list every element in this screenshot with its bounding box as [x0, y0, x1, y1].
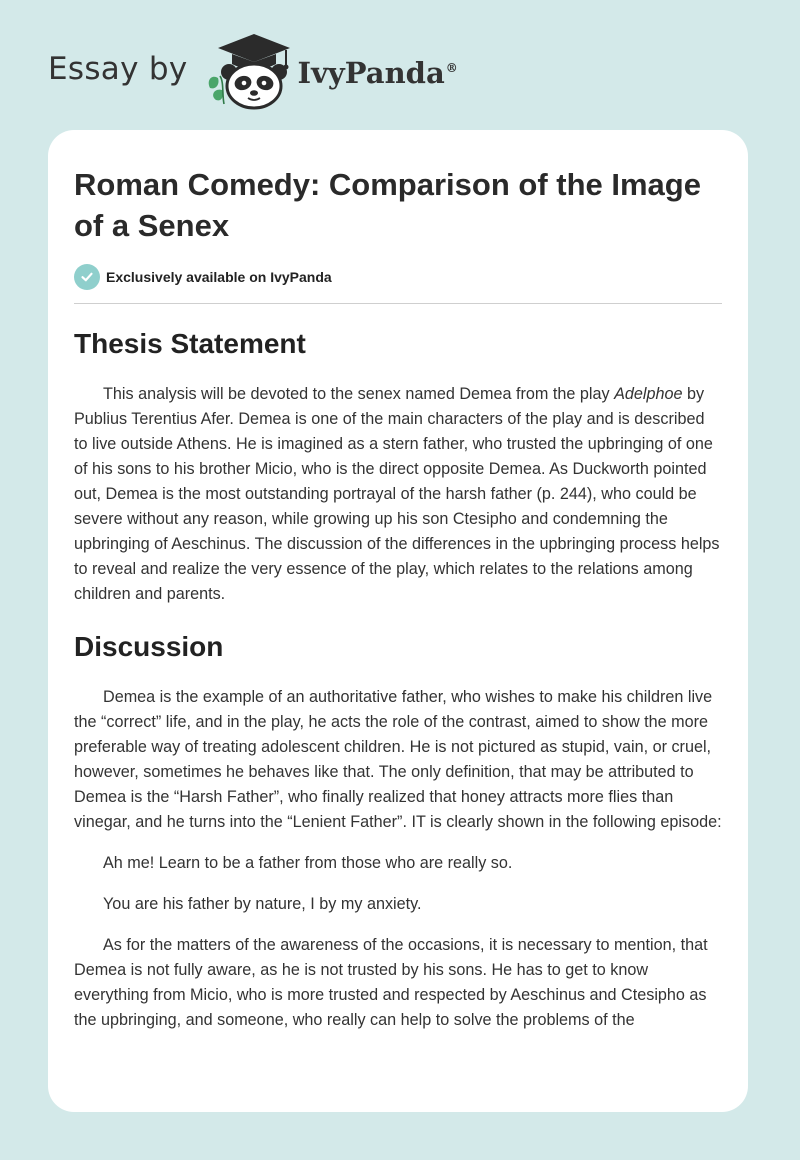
section-thesis-statement — [74, 326, 722, 607]
section-discussion — [74, 629, 722, 1033]
exclusive-badge — [74, 264, 722, 290]
brand-name[interactable] — [298, 56, 458, 90]
paragraph — [74, 382, 722, 607]
registered-mark: ® — [445, 61, 458, 76]
essay-title: Roman Comedy: Comparison of the Image of a Senex — [74, 167, 701, 243]
paragraph: Demea is the example of an authoritative father, who wishes to make his children live the “correct” life, and in the play, he acts the role of the contrast, aimed to show the more preferable way of treating adolescent children. He is not pictured as stupid, vain, or cruel, however, sometimes he behaves like that. The only definition, that may be attributed to Demea is the “Harsh Father”, who finally realized that honey attracts more flies than vinegar, and he turns into the “Lenient Father”. IT is clearly shown in the following episode: — [74, 688, 722, 831]
exclusive-label: Exclusively available on IvyPanda — [106, 269, 332, 285]
play-title: Adelphoe — [614, 385, 683, 403]
check-circle-icon — [74, 264, 100, 290]
title-divider — [74, 303, 722, 304]
text-run: by Publius Terentius Afer. Demea is one of the main characters of the play and is described to live outside Athens. He is imagined as a stern father, who trusted the upbringing of one of his sons to his brother Micio, who is the direct opposite Demea. As Duckworth pointed out, Demea is the most outstanding portrayal of the harsh father (p. 244), who could be severe without any reason, while growing up his son Ctesipho and condemning the upbringing of Aeschinus. The discussion of the differences in the upbringing process helps to reveal and realize the very essence of the play, which relates to the relations among children and parents. — [74, 385, 720, 603]
essay-card — [48, 130, 748, 1112]
section-heading: Thesis Statement — [74, 328, 306, 359]
text-run: This analysis will be devoted to the senex named Demea from the play — [103, 385, 615, 403]
brand-name-text: IvyPanda — [297, 56, 445, 90]
quote-line: You are his father by nature, I by my anxiety. — [103, 895, 422, 913]
section-heading: Discussion — [74, 631, 224, 662]
quote-line: Ah me! Learn to be a father from those who are really so. — [103, 854, 513, 872]
paragraph: As for the matters of the awareness of the occasions, it is necessary to mention, that Demea is not fully aware, as he is not trusted by his sons. He has to get to know everything from Micio, who is more trusted and respected by Aeschinus and Ctesipho as the upbringing, and someone, who really can help to solve the problems of the — [74, 936, 708, 1029]
panda-graduate-icon[interactable] — [202, 30, 294, 110]
essay-by-label: Essay by — [48, 51, 188, 87]
site-header — [48, 30, 458, 110]
